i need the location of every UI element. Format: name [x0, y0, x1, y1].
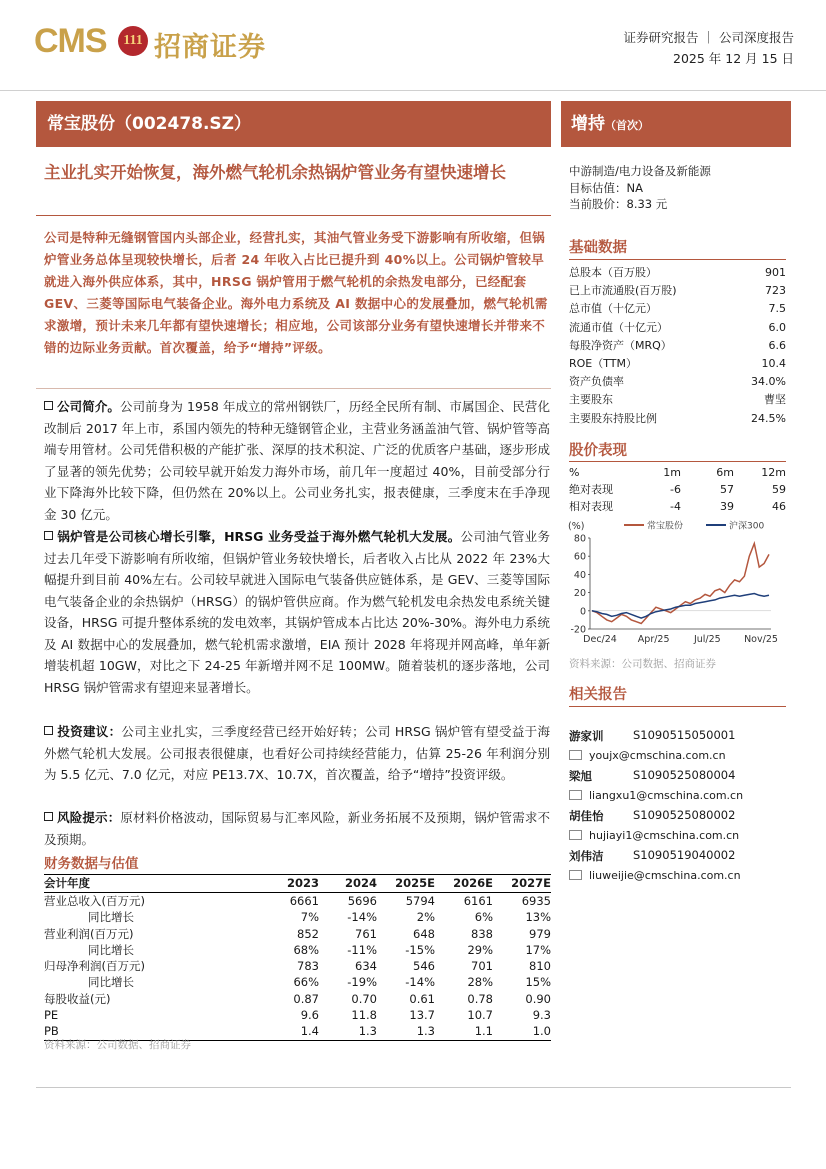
finance-cell: 28%	[467, 975, 493, 990]
finance-cell: 6%	[474, 910, 493, 925]
analyst-cert-id: S1090515050001	[633, 728, 736, 742]
finance-cell: 66%	[293, 975, 319, 990]
basic-data-label: 每股净资产（MRQ）	[569, 338, 672, 352]
finance-cell: 1.3	[319, 1023, 377, 1040]
logo-cms-text: CMS	[34, 22, 107, 60]
finance-cell: 6661	[289, 894, 319, 908]
summary-divider	[36, 388, 551, 389]
finance-row-label: 同比增长	[88, 910, 134, 925]
stock-perf-title: 股价表现	[569, 443, 627, 459]
analyst-row	[569, 728, 786, 744]
basic-data-value: 6.0	[768, 320, 786, 334]
finance-header-cell: 2025E	[377, 875, 435, 893]
finance-row-label: 同比增长	[88, 942, 134, 957]
related-reports-title: 相关报告	[569, 687, 627, 703]
chart-y-tick-label: 80	[573, 533, 586, 545]
finance-cell: 0.78	[467, 991, 493, 1006]
finance-cell: 783	[297, 959, 319, 974]
bullet-company-intro	[44, 396, 550, 525]
basic-data-label: ROE（TTM）	[569, 357, 637, 370]
report-type: 证券研究报告 ｜ 公司深度报告	[623, 30, 794, 45]
finance-cell: 10.7	[467, 1008, 493, 1023]
analyst-cert-id: S1090519040002	[633, 848, 736, 862]
logo-mark: 111	[118, 26, 148, 56]
footer-divider	[36, 1087, 791, 1088]
analyst-email[interactable]: hujiayi1@cmschina.com.cn	[589, 829, 740, 842]
finance-row-label: 营业利润(百万元)	[44, 926, 134, 941]
finance-row-label: 营业总收入(百万元)	[44, 894, 145, 908]
bullet-risk	[44, 807, 550, 850]
finance-header-cell: 2027E	[493, 875, 551, 893]
analyst-cert-id: S1090525080002	[633, 808, 736, 822]
analyst-name: 游家训	[569, 729, 604, 743]
finance-cell: 17%	[525, 942, 551, 957]
bullet-text: 公司油气管业务过去几年受下游影响有所收缩，但锅炉管业务较快增长，后者收入占比从 2022 年 23%大幅提升到目前 40%左右。公司较早就进入国际电气装备供应链体系，是 GEV、三菱等国际电气装备企业的余热锅炉（HRSG）的锅炉管供应商。作为燃气轮机发电余热发电系统关键设备，HRSG 可提升整体系统的发电效率，其锅炉管成本占比达 20%-30%。海外电力系统及 AI 数据中心的发展叠加，燃气轮机需求激增，EIA 预计 2028 年将现并网高峰，单年新增装机超 10GW，对比之下 24-25 年新增并网不足 100MW。随着装机的逐步落地，公司 HRSG 锅炉管需求有望迎来显著增长。	[44, 529, 550, 695]
basic-data-row	[569, 373, 786, 390]
finance-cell: 11.8	[351, 1008, 377, 1023]
basic-data-value: 曹坚	[764, 393, 786, 407]
analyst-name: 梁旭	[569, 769, 592, 783]
finance-cell: 13%	[525, 910, 551, 925]
finance-cell: 6935	[521, 894, 551, 908]
bullet-text: 公司前身为 1958 年成立的常州钢铁厂，历经全民所有制、市属国企、民营化改制后 2017 年上市，系国内领先的特种无缝钢管企业，主营业务涵盖油气管、锅炉管等高端专用管材。公司凭借积极的产能扩张、深厚的技术积淀、广泛的优质客户基础，逐步形成了显著的领先优势；公司较早就开始发力海外市场，前几年一度超过 40%，目前受部分行业下降海外比较下降，但仍然在 20%以上。公司业务扎实，报表健康，三季度末在手净现金 30 亿元。	[44, 399, 550, 522]
industry: 中游制造/电力设备及新能源	[569, 164, 711, 178]
basic-data-value: 723	[765, 284, 786, 298]
chart-legend-label: 常宝股份	[647, 521, 684, 532]
finance-header-cell: 2023	[261, 875, 319, 893]
perf-row-relative	[569, 499, 786, 515]
chart-x-tick-label: Jul/25	[693, 634, 721, 645]
analyst-cert-id: S1090525080004	[633, 768, 736, 782]
checkbox-bullet-icon	[44, 531, 53, 540]
analyst-row	[569, 808, 786, 824]
chart-y-tick-label: 40	[573, 569, 586, 581]
finance-cell: 5696	[347, 894, 377, 908]
finance-cell: 7%	[300, 910, 319, 925]
finance-cell: 0.70	[351, 991, 377, 1006]
basic-data-label: 总市值（十亿元）	[569, 302, 657, 316]
basic-data-label: 流通市值（十亿元）	[569, 320, 668, 334]
finance-cell: 29%	[467, 942, 493, 957]
stock-perf-divider	[569, 461, 786, 462]
analyst-email-row	[569, 789, 743, 802]
finance-header-cell: 2024	[319, 875, 377, 893]
chart-series-line-index	[592, 594, 769, 619]
perf-header-12m: 12m	[761, 466, 786, 479]
analyst-email-row	[569, 829, 739, 842]
basic-data-row	[569, 264, 786, 281]
analyst-email-row	[569, 749, 726, 762]
basic-data-label: 主要股东持股比例	[569, 411, 657, 425]
finance-row-label: 同比增长	[88, 975, 134, 990]
summary-paragraph: 公司是特种无缝钢管国内头部企业，经营扎实，其油气管业务受下游影响有所收缩，但锅炉管业务总体呈现较快增长，后者 24 年收入占比已提升到 40%以上。公司锅炉管较早就进入海外供应体系，其中，HRSG 锅炉管用于燃气轮机的余热发电部分，已经配套 GEV、三菱等国际电气装备企业。海外电力系统及 AI 数据中心的发展叠加，燃气轮机需求激增，预计未来几年都有望快速增长；相应地，公司该部分业务有望快速增长并带来不错的边际业务贡献。首次覆盖，给予“增持”评级。	[44, 230, 548, 356]
finance-cell: 761	[355, 926, 377, 941]
finance-table	[44, 874, 551, 1041]
headline-divider	[36, 215, 551, 216]
basic-data-row	[569, 300, 786, 317]
finance-cell: -14%	[347, 910, 377, 925]
finance-cell: 13.7	[409, 1008, 435, 1023]
headline: 主业扎实开始恢复，海外燃气轮机余热锅炉管业务有望快速增长	[44, 163, 506, 182]
finance-header-row	[44, 875, 551, 893]
finance-cell: -15%	[405, 942, 435, 957]
finance-row-label: PE	[44, 1008, 59, 1023]
finance-cell: 68%	[293, 942, 319, 957]
chart-y-tick-label: 20	[573, 588, 586, 600]
logo-chinese-name: 招商证券	[154, 32, 266, 63]
chart-y-tick-label: 0	[579, 606, 586, 618]
finance-cell: 810	[529, 959, 551, 974]
perf-row-absolute	[569, 482, 786, 498]
perf-label: 绝对表现	[569, 483, 613, 496]
perf-6m: 57	[720, 483, 734, 496]
bullet-investment-advice	[44, 721, 550, 786]
finance-cell: 1.4	[261, 1023, 319, 1040]
basic-data-value: 10.4	[761, 357, 786, 370]
analyst-name: 刘伟洁	[569, 849, 604, 863]
finance-cell: 0.87	[293, 991, 319, 1006]
analyst-email[interactable]: liangxu1@cmschina.com.cn	[589, 789, 744, 802]
chart-x-tick-label: Nov/25	[744, 634, 778, 645]
report-header-info	[624, 27, 794, 69]
analyst-email[interactable]: liuweijie@cmschina.com.cn	[589, 869, 741, 882]
finance-row	[44, 958, 551, 974]
checkbox-bullet-icon	[44, 726, 53, 735]
finance-cell: 9.6	[300, 1008, 319, 1023]
rating-note: （首次）	[605, 119, 649, 132]
finance-cell: -11%	[347, 942, 377, 957]
basic-data-row	[569, 319, 786, 336]
finance-cell: 979	[529, 926, 551, 941]
basic-data-label: 已上市流通股(百万股)	[569, 284, 677, 298]
chart-series-line-stock	[592, 544, 769, 624]
bullet-title: 投资建议：	[57, 724, 122, 739]
chart-legend-label: 沪深300	[729, 521, 765, 532]
basic-data-value: 6.6	[768, 338, 786, 352]
mail-icon	[569, 830, 582, 840]
bullet-title: 锅炉管是公司核心增长引擎，HRSG 业务受益于海外燃气轮机大发展。	[57, 529, 461, 544]
basic-data-value: 24.5%	[751, 411, 786, 425]
bullet-text: 原材料价格波动，国际贸易与汇率风险，新业务拓展不及预期，锅炉管需求不及预期。	[44, 810, 550, 847]
analyst-row	[569, 848, 786, 864]
perf-label: 相对表现	[569, 500, 613, 513]
basic-data-label: 资产负债率	[569, 375, 624, 389]
header-divider	[0, 90, 826, 91]
finance-source: 资料来源：公司数据、招商证券	[44, 1039, 191, 1051]
perf-header-label: %	[569, 466, 580, 479]
basic-data-divider	[569, 259, 786, 260]
finance-cell: 701	[471, 959, 493, 974]
perf-6m: 39	[720, 500, 734, 513]
company-title-bar: 常宝股份（002478.SZ）	[36, 101, 551, 147]
chart-y-tick-label: 60	[573, 551, 586, 563]
rating-bar	[561, 101, 791, 147]
checkbox-bullet-icon	[44, 401, 53, 410]
finance-cell: 15%	[525, 975, 551, 990]
finance-title: 财务数据与估值	[44, 856, 139, 872]
analyst-email-row	[569, 869, 741, 882]
basic-data-row	[569, 337, 786, 354]
chart-y-tick-label: -20	[570, 624, 586, 636]
finance-cell: 2%	[416, 910, 435, 925]
finance-cell: -14%	[405, 975, 435, 990]
bullet-title: 风险提示：	[57, 810, 121, 825]
finance-row-label: PB	[44, 1023, 261, 1040]
perf-12m: 59	[772, 483, 786, 496]
basic-data-row	[569, 391, 786, 408]
mail-icon	[569, 870, 582, 880]
stock-meta	[569, 163, 711, 213]
finance-cell: 5794	[405, 894, 435, 908]
finance-cell: 838	[471, 926, 493, 941]
finance-row	[44, 893, 551, 910]
perf-12m: 46	[772, 500, 786, 513]
target-price: 目标估值：NA	[569, 180, 643, 195]
finance-row	[44, 991, 551, 1007]
report-date: 2025 年 12 月 15 日	[673, 51, 794, 66]
finance-cell: 546	[413, 959, 435, 974]
basic-data-row	[569, 355, 786, 372]
chart-y-label: (%)	[568, 521, 585, 532]
basic-data-row	[569, 282, 786, 299]
current-price: 当前股价：8.33 元	[569, 197, 668, 211]
analyst-name: 胡佳怡	[569, 809, 604, 823]
perf-1m: -6	[670, 483, 681, 496]
stock-price-chart	[566, 516, 788, 650]
basic-data-label: 主要股东	[569, 393, 613, 407]
finance-header-cell: 会计年度	[44, 875, 261, 893]
finance-row	[44, 926, 551, 942]
chart-x-tick-label: Apr/25	[637, 634, 670, 645]
finance-cell: 9.3	[532, 1008, 551, 1023]
finance-row-label: 每股收益(元)	[44, 991, 111, 1006]
basic-data-value: 901	[765, 266, 786, 279]
finance-cell: 6161	[463, 894, 493, 908]
finance-cell: 1.0	[493, 1023, 551, 1040]
analyst-row	[569, 768, 786, 784]
finance-header-cell: 2026E	[435, 875, 493, 893]
finance-row-label: 归母净利润(百万元)	[44, 959, 145, 974]
finance-row	[44, 942, 551, 958]
checkbox-bullet-icon	[44, 812, 53, 821]
perf-header-1m: 1m	[663, 466, 681, 479]
finance-cell: 648	[413, 926, 435, 941]
perf-header-row	[569, 465, 786, 481]
basic-data-value: 7.5	[768, 302, 786, 316]
chart-source: 资料来源：公司数据、招商证券	[569, 658, 716, 670]
finance-cell: 1.3	[377, 1023, 435, 1040]
finance-row	[44, 974, 551, 990]
bullet-title: 公司简介。	[57, 399, 121, 414]
basic-data-row	[569, 410, 786, 427]
mail-icon	[569, 790, 582, 800]
perf-1m: -4	[670, 500, 681, 513]
finance-cell: 1.1	[435, 1023, 493, 1040]
basic-data-title: 基础数据	[569, 240, 627, 256]
finance-cell: -19%	[347, 975, 377, 990]
bullet-boiler-tube	[44, 526, 550, 698]
perf-header-6m: 6m	[716, 466, 734, 479]
bullet-text: 公司主业扎实，三季度经营已经开始好转；公司 HRSG 锅炉管有望受益于海外燃气轮机大发展。公司报表很健康，也看好公司持续经营能力，估算 25-26 年利润分别为 5.5 亿元、7.0 亿元，对应 PE13.7X、10.7X，首次覆盖，给予“增持”投资评级。	[44, 724, 550, 782]
finance-cell: 0.61	[409, 991, 435, 1006]
mail-icon	[569, 750, 582, 760]
analyst-email[interactable]: youjx@cmschina.com.cn	[589, 749, 726, 762]
finance-cell: 0.90	[525, 991, 551, 1006]
finance-row	[44, 909, 551, 925]
finance-row	[44, 1007, 551, 1023]
basic-data-value: 34.0%	[751, 375, 786, 389]
finance-cell: 634	[355, 959, 377, 974]
finance-cell: 852	[297, 926, 319, 941]
related-reports-divider	[569, 706, 786, 707]
rating-label: 增持	[571, 114, 605, 134]
basic-data-label: 总股本（百万股）	[569, 266, 657, 279]
chart-x-tick-label: Dec/24	[583, 634, 617, 645]
